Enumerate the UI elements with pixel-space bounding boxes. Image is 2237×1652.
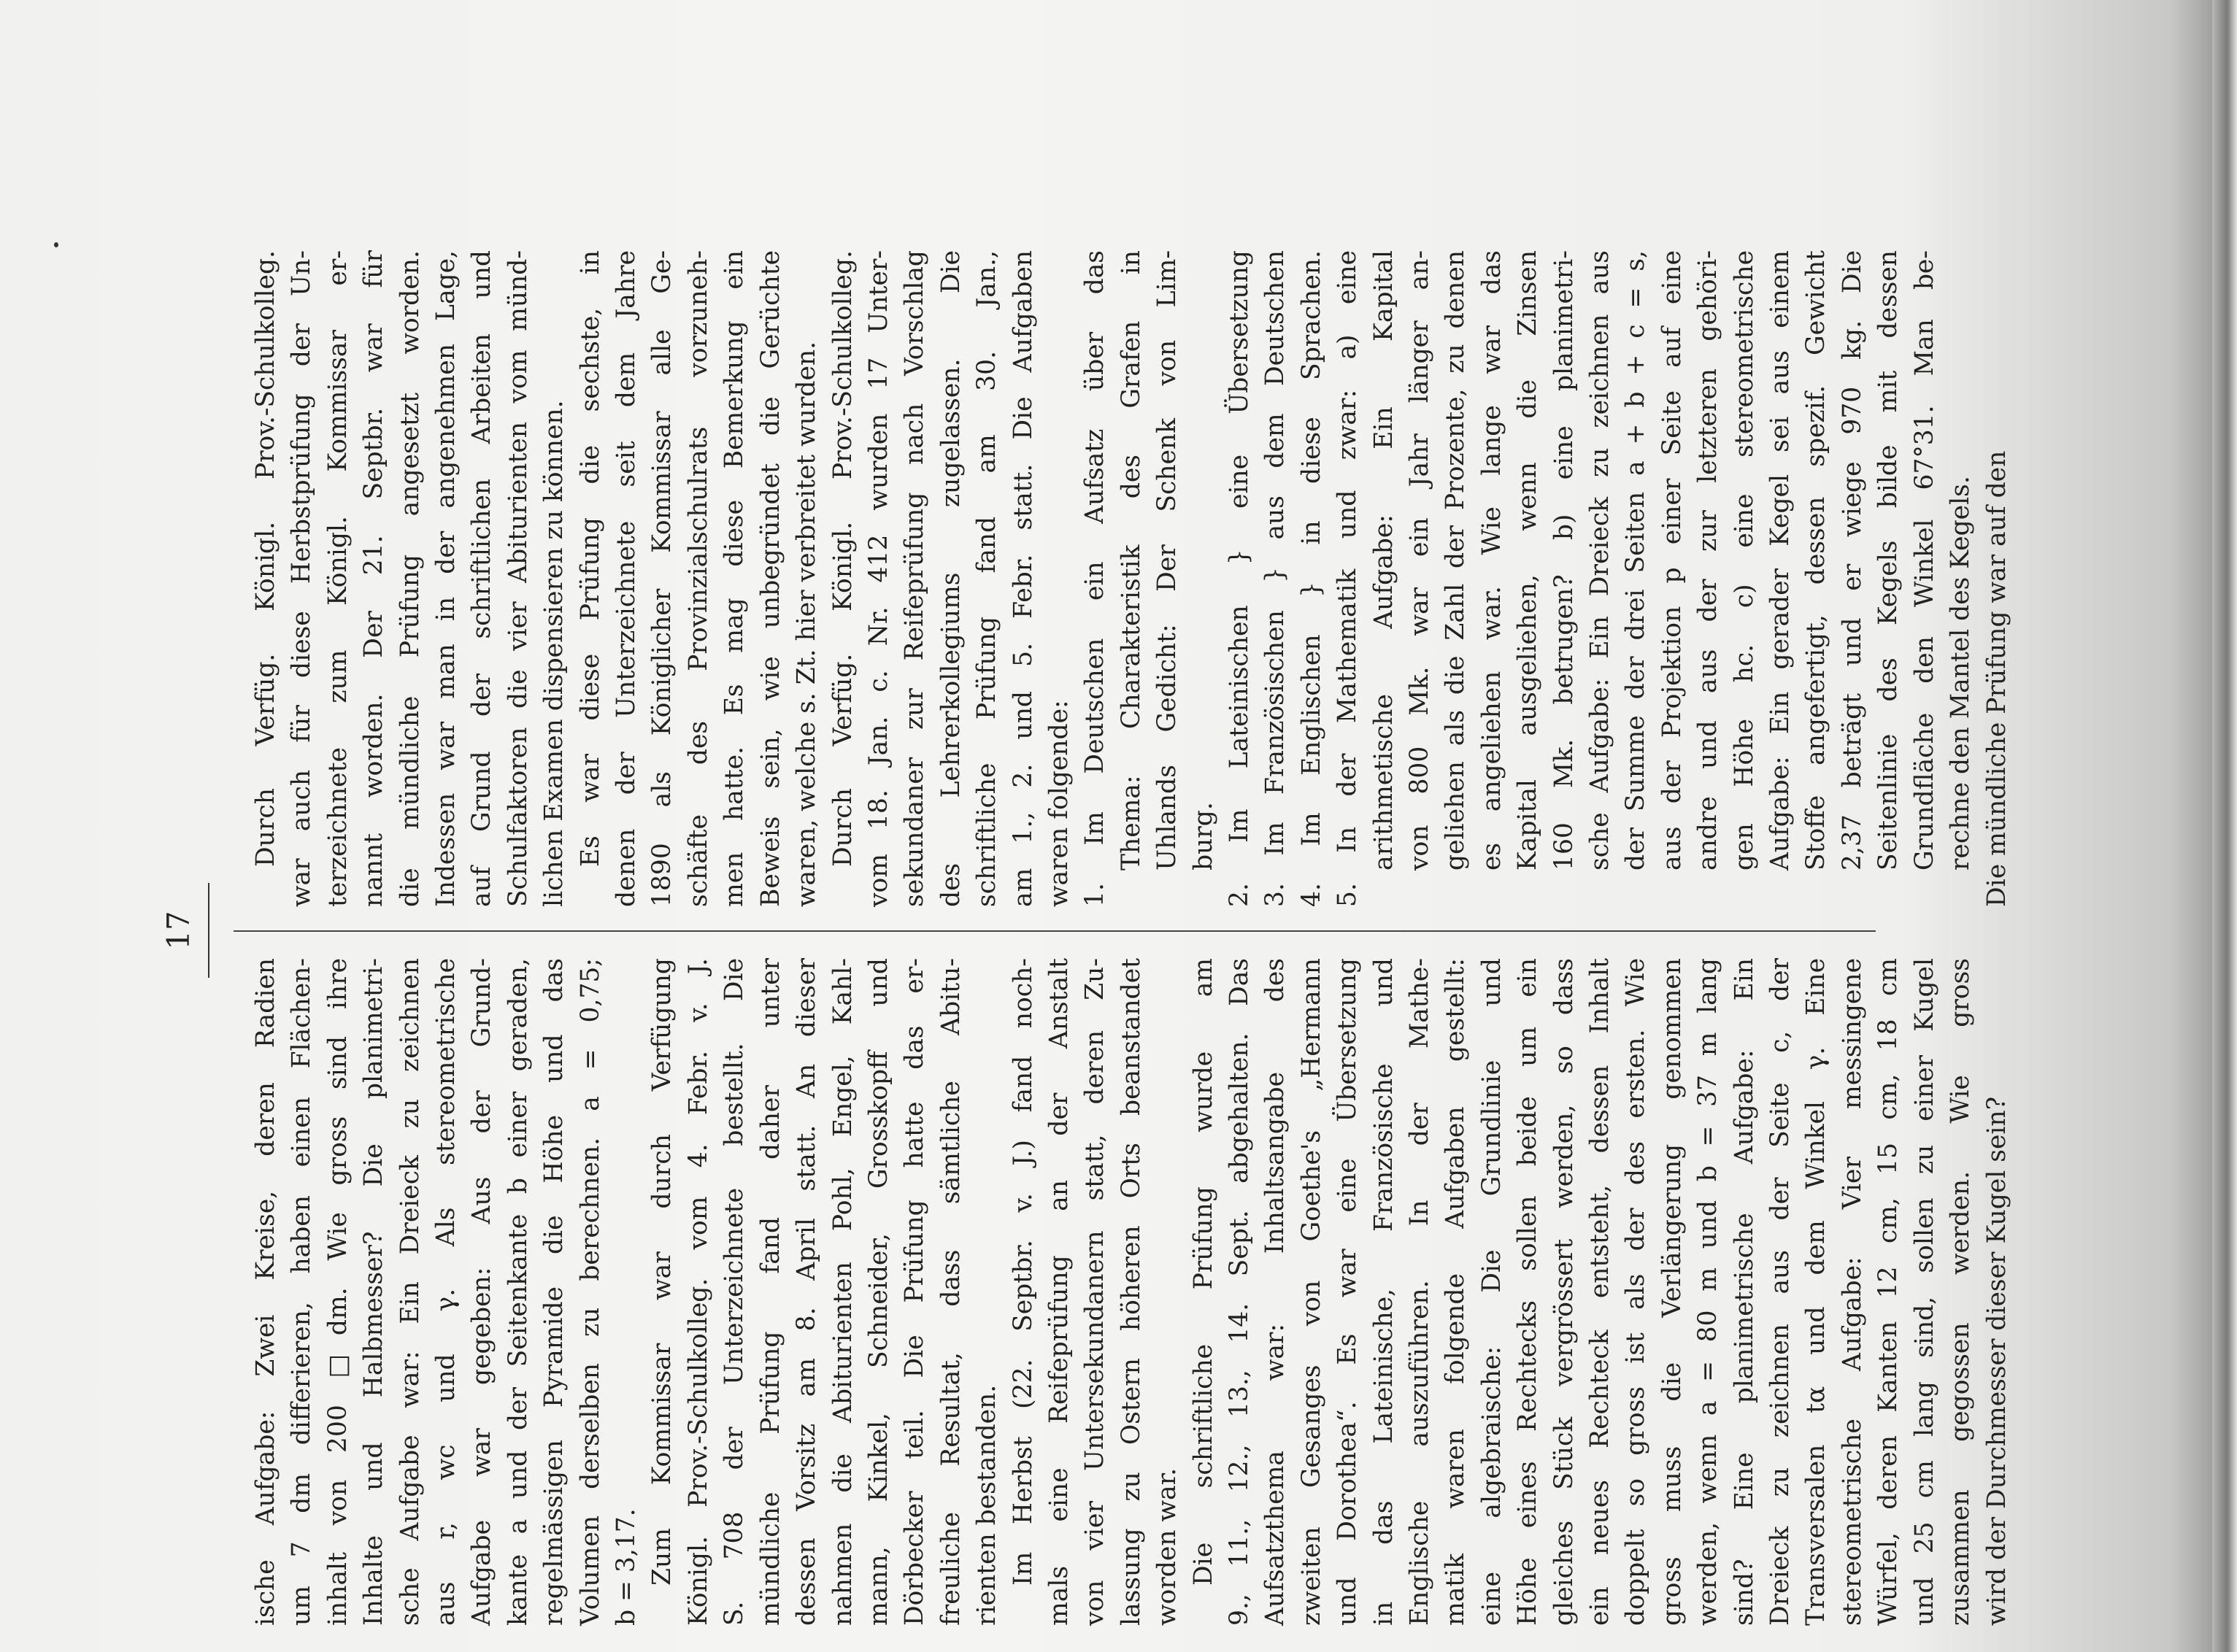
- text-line: Uhlands Gedicht: Der Schenk von Lim-: [1152, 250, 1182, 871]
- text-line: gross muss die Verlängerung genommen: [1657, 958, 1687, 1626]
- text-line: werden, wenn a = 80 m und b = 37 m lang: [1693, 958, 1723, 1626]
- text-line: und 25 cm lang sind, sollen zu einer Kugel: [1909, 958, 1939, 1626]
- text-line: Dreieck zu zeichnen aus der Seite c, der: [1766, 958, 1795, 1626]
- text-line: sche Aufgabe war: Ein Dreieck zu zeichnen: [395, 958, 425, 1626]
- paragraph: [1077, 250, 1979, 907]
- text-line: Thema: Charakteristik des Grafen in: [1116, 250, 1146, 871]
- text-line: mals eine Reifeprüfung an der Anstalt: [1044, 958, 1074, 1626]
- text-line: doppelt so gross ist als der des ersten. Wie: [1621, 958, 1651, 1626]
- text-line: Stoffe angefertigt, dessen spezif. Gewicht: [1801, 250, 1831, 871]
- text-line: Volumen derselben zu berechnen. a = 0,75;: [575, 958, 605, 1626]
- text-line: zweiten Gesanges von Goethe's „Hermann: [1296, 958, 1326, 1626]
- text-line: regelmässigen Pyramide die Höhe und das: [539, 958, 569, 1626]
- text-line: 4. Im Englischen } in diese Sprachen.: [1296, 250, 1326, 907]
- text-line: terzeichnete zum Königl. Kommissar er-: [323, 250, 353, 907]
- text-line: kante a und der Seitenkante b einer geraden,: [503, 958, 533, 1626]
- text-line: S. 708 der Unterzeichnete bestellt. Die: [720, 958, 750, 1626]
- text-line: 5. In der Mathematik und zwar: a) eine: [1333, 250, 1363, 907]
- text-line: nannt worden. Der 21. Septbr. war für: [359, 250, 389, 907]
- text-line: ische Aufgabe: Zwei Kreise, deren Radien: [251, 958, 280, 1626]
- text-line: matik waren folgende Aufgaben gestellt:: [1441, 958, 1471, 1626]
- text-line: lassung zu Ostern höheren Orts beanstandet: [1116, 958, 1146, 1626]
- text-line: waren folgende:: [1044, 700, 1074, 907]
- text-line: am 1., 2. und 5. Febr. statt. Die Aufgaben: [1008, 250, 1038, 907]
- text-line: Indessen war man in der angenehmen Lage,: [431, 250, 461, 907]
- text-line: schriftliche Prüfung fand am 30. Jan.,: [972, 250, 1002, 907]
- text-line: worden war.: [1152, 1467, 1182, 1626]
- text-line: des Lehrerkollegiums zugelassen. Die: [936, 250, 966, 907]
- text-line: 9., 11., 12., 13., 14. Sept. abgehalten. Das: [1224, 958, 1254, 1626]
- text-line: 1. Im Deutschen ein Aufsatz über das: [1080, 250, 1110, 907]
- text-line: denen der Unterzeichnete seit dem Jahre: [612, 250, 642, 907]
- text-line: stereometrische Aufgabe: Vier messingene: [1837, 958, 1867, 1626]
- text-line: und Dorothea“. Es war eine Übersetzung: [1333, 958, 1363, 1626]
- paragraph: [1979, 250, 2015, 907]
- text-line: Im Herbst (22. Septbr. v. J.) fand noch-: [1008, 958, 1038, 1586]
- text-line: Zum Kommissar war durch Verfügung: [647, 958, 677, 1586]
- text-line: Königl. Prov.-Schulkolleg. vom 4. Febr. v. J.: [683, 958, 713, 1626]
- dust-speck: [54, 242, 58, 247]
- text-line: aus r, wc und γ. Als stereometrische: [431, 958, 461, 1626]
- text-line: Grundfläche den Winkel 67°31. Man be-: [1909, 250, 1939, 871]
- text-line: Aufsatzthema war: Inhaltsangabe des: [1260, 958, 1290, 1626]
- text-line: arithmetische Aufgabe: Ein Kapital: [1368, 250, 1398, 871]
- text-line: lichen Examen dispensieren zu können.: [539, 400, 569, 907]
- text-line: nahmen die Abiturienten Pohl, Engel, Kahl-: [828, 958, 858, 1626]
- text-line: vom 18. Jan. c. Nr. 412 wurden 17 Unter-: [863, 250, 893, 907]
- text-line: burg.: [1188, 802, 1218, 871]
- text-line: sche Aufgabe: Ein Dreieck zu zeichnen aus: [1585, 250, 1615, 871]
- text-line: Aufgabe war gegeben: Aus der Grund-: [467, 958, 497, 1626]
- text-line: Englische auszuführen. In der Mathe-: [1405, 958, 1434, 1626]
- text-line: eine algebraische: Die Grundlinie und: [1476, 958, 1506, 1626]
- right-column: [248, 250, 2015, 907]
- text-line: dessen Vorsitz am 8. April statt. An dieser: [792, 958, 822, 1626]
- text-line: waren, welche s. Zt. hier verbreitet wurden.: [792, 341, 822, 907]
- text-line: b = 3,17.: [612, 1508, 642, 1626]
- text-line: 160 Mk. betrugen? b) eine planimetri-: [1549, 250, 1579, 871]
- paragraph: [1006, 958, 1186, 1626]
- text-line: um 7 dm differieren, haben einen Flächen-: [287, 958, 317, 1626]
- paragraph: [573, 250, 825, 907]
- text-line: 2. Im Lateinischen } eine Übersetzung: [1224, 250, 1254, 907]
- text-line: sekundaner zur Reifeprüfung nach Vorschlag: [900, 250, 930, 907]
- text-line: Seitenlinie des Kegels bilde mit dessen: [1874, 250, 1903, 871]
- paragraph: [248, 958, 644, 1626]
- text-line: schäfte des Provinzialschulrats vorzuneh-: [683, 250, 713, 907]
- text-line: Dörbecker teil. Die Prüfung hatte das er-: [900, 958, 930, 1626]
- text-line: Schulfaktoren die vier Abiturienten vom münd-: [503, 250, 533, 907]
- text-line: sind? Eine planimetrische Aufgabe: Ein: [1729, 958, 1759, 1626]
- text-line: Beweis sein, wie unbegründet die Gerüchte: [755, 250, 785, 907]
- column-rule: [234, 930, 1876, 932]
- paragraph: [644, 958, 1005, 1626]
- text-line: Die mündliche Prüfung war auf den: [1982, 450, 2011, 907]
- page-number-rule: [208, 883, 209, 978]
- rotated-page-content: [161, 250, 2011, 1626]
- text-line: auf Grund der schriftlichen Arbeiten und: [467, 250, 497, 907]
- text-line: Würfel, deren Kanten 12 cm, 15 cm, 18 cm: [1874, 958, 1903, 1626]
- text-line: 3. Im Französischen } aus dem Deutschen: [1260, 250, 1290, 907]
- text-line: Durch Verfüg. Königl. Prov.-Schulkolleg.: [251, 250, 280, 867]
- text-line: war auch für diese Herbstprüfung der Un-: [287, 250, 317, 907]
- paragraph: [825, 250, 1078, 907]
- page-edge-shadow: [2212, 0, 2237, 1652]
- text-line: Inhalte und Halbmesser? Die planimetri-: [359, 958, 389, 1626]
- text-line: die mündliche Prüfung angesetzt worden.: [395, 250, 425, 907]
- page-number: 17: [161, 911, 196, 950]
- text-line: Es war diese Prüfung die sechste, in: [575, 250, 605, 867]
- text-line: Höhe eines Rechtecks sollen beide um ein: [1513, 958, 1543, 1626]
- text-line: mann, Kinkel, Schneider, Grosskopff und: [863, 958, 893, 1626]
- text-line: von vier Untersekundanern statt, deren Zu-: [1080, 958, 1110, 1626]
- paragraph: [248, 250, 573, 907]
- text-line: andre und aus der zur letzteren gehöri-: [1693, 250, 1723, 871]
- text-line: von 800 Mk. war ein Jahr länger an-: [1405, 250, 1434, 871]
- text-line: inhalt von 200 □dm. Wie gross sind ihre: [323, 958, 353, 1626]
- text-line: ein neues Rechteck entsteht, dessen Inhalt: [1585, 958, 1615, 1626]
- text-line: freuliche Resultat, dass sämtliche Abitu-: [936, 958, 966, 1626]
- text-line: Durch Verfüg. Königl. Prov.-Schulkolleg.: [828, 250, 858, 867]
- text-line: Aufgabe: Ein gerader Kegel sei aus einem: [1766, 250, 1795, 871]
- paragraph: [1186, 958, 2015, 1626]
- text-line: wird der Durchmesser dieser Kugel sein?: [1982, 1096, 2011, 1626]
- text-line: in das Lateinische, Französische und: [1368, 958, 1398, 1626]
- text-line: mündliche Prüfung fand daher unter: [755, 958, 785, 1626]
- text-line: gleiches Stück vergrössert werden, so dass: [1549, 958, 1579, 1626]
- text-line: rechne den Mantel des Kegels.: [1946, 476, 1976, 871]
- text-line: gen Höhe hc. c) eine stereometrische: [1729, 250, 1759, 871]
- text-line: es angeliehen war. Wie lange war das: [1476, 250, 1506, 871]
- text-line: der Summe der drei Seiten a + b + c = s,: [1621, 250, 1651, 871]
- text-line: Die schriftliche Prüfung wurde am: [1188, 958, 1218, 1586]
- text-line: zusammen gegossen werden. Wie gross: [1946, 958, 1976, 1626]
- text-line: 2,37 beträgt und er wiege 970 kg. Die: [1837, 250, 1867, 871]
- text-line: 1890 als Königlicher Kommissar alle Ge-: [647, 250, 677, 907]
- text-line: geliehen als die Zahl der Prozente, zu denen: [1441, 250, 1471, 871]
- text-line: rienten bestanden.: [972, 1384, 1002, 1626]
- text-line: men hatte. Es mag diese Bemerkung ein: [720, 250, 750, 907]
- text-line: aus der Projektion p einer Seite auf eine: [1657, 250, 1687, 871]
- text-line: Kapital ausgeliehen, wenn die Zinsen: [1513, 250, 1543, 871]
- text-line: Transversalen tα und dem Winkel γ. Eine: [1801, 958, 1831, 1626]
- left-column: [248, 958, 2015, 1626]
